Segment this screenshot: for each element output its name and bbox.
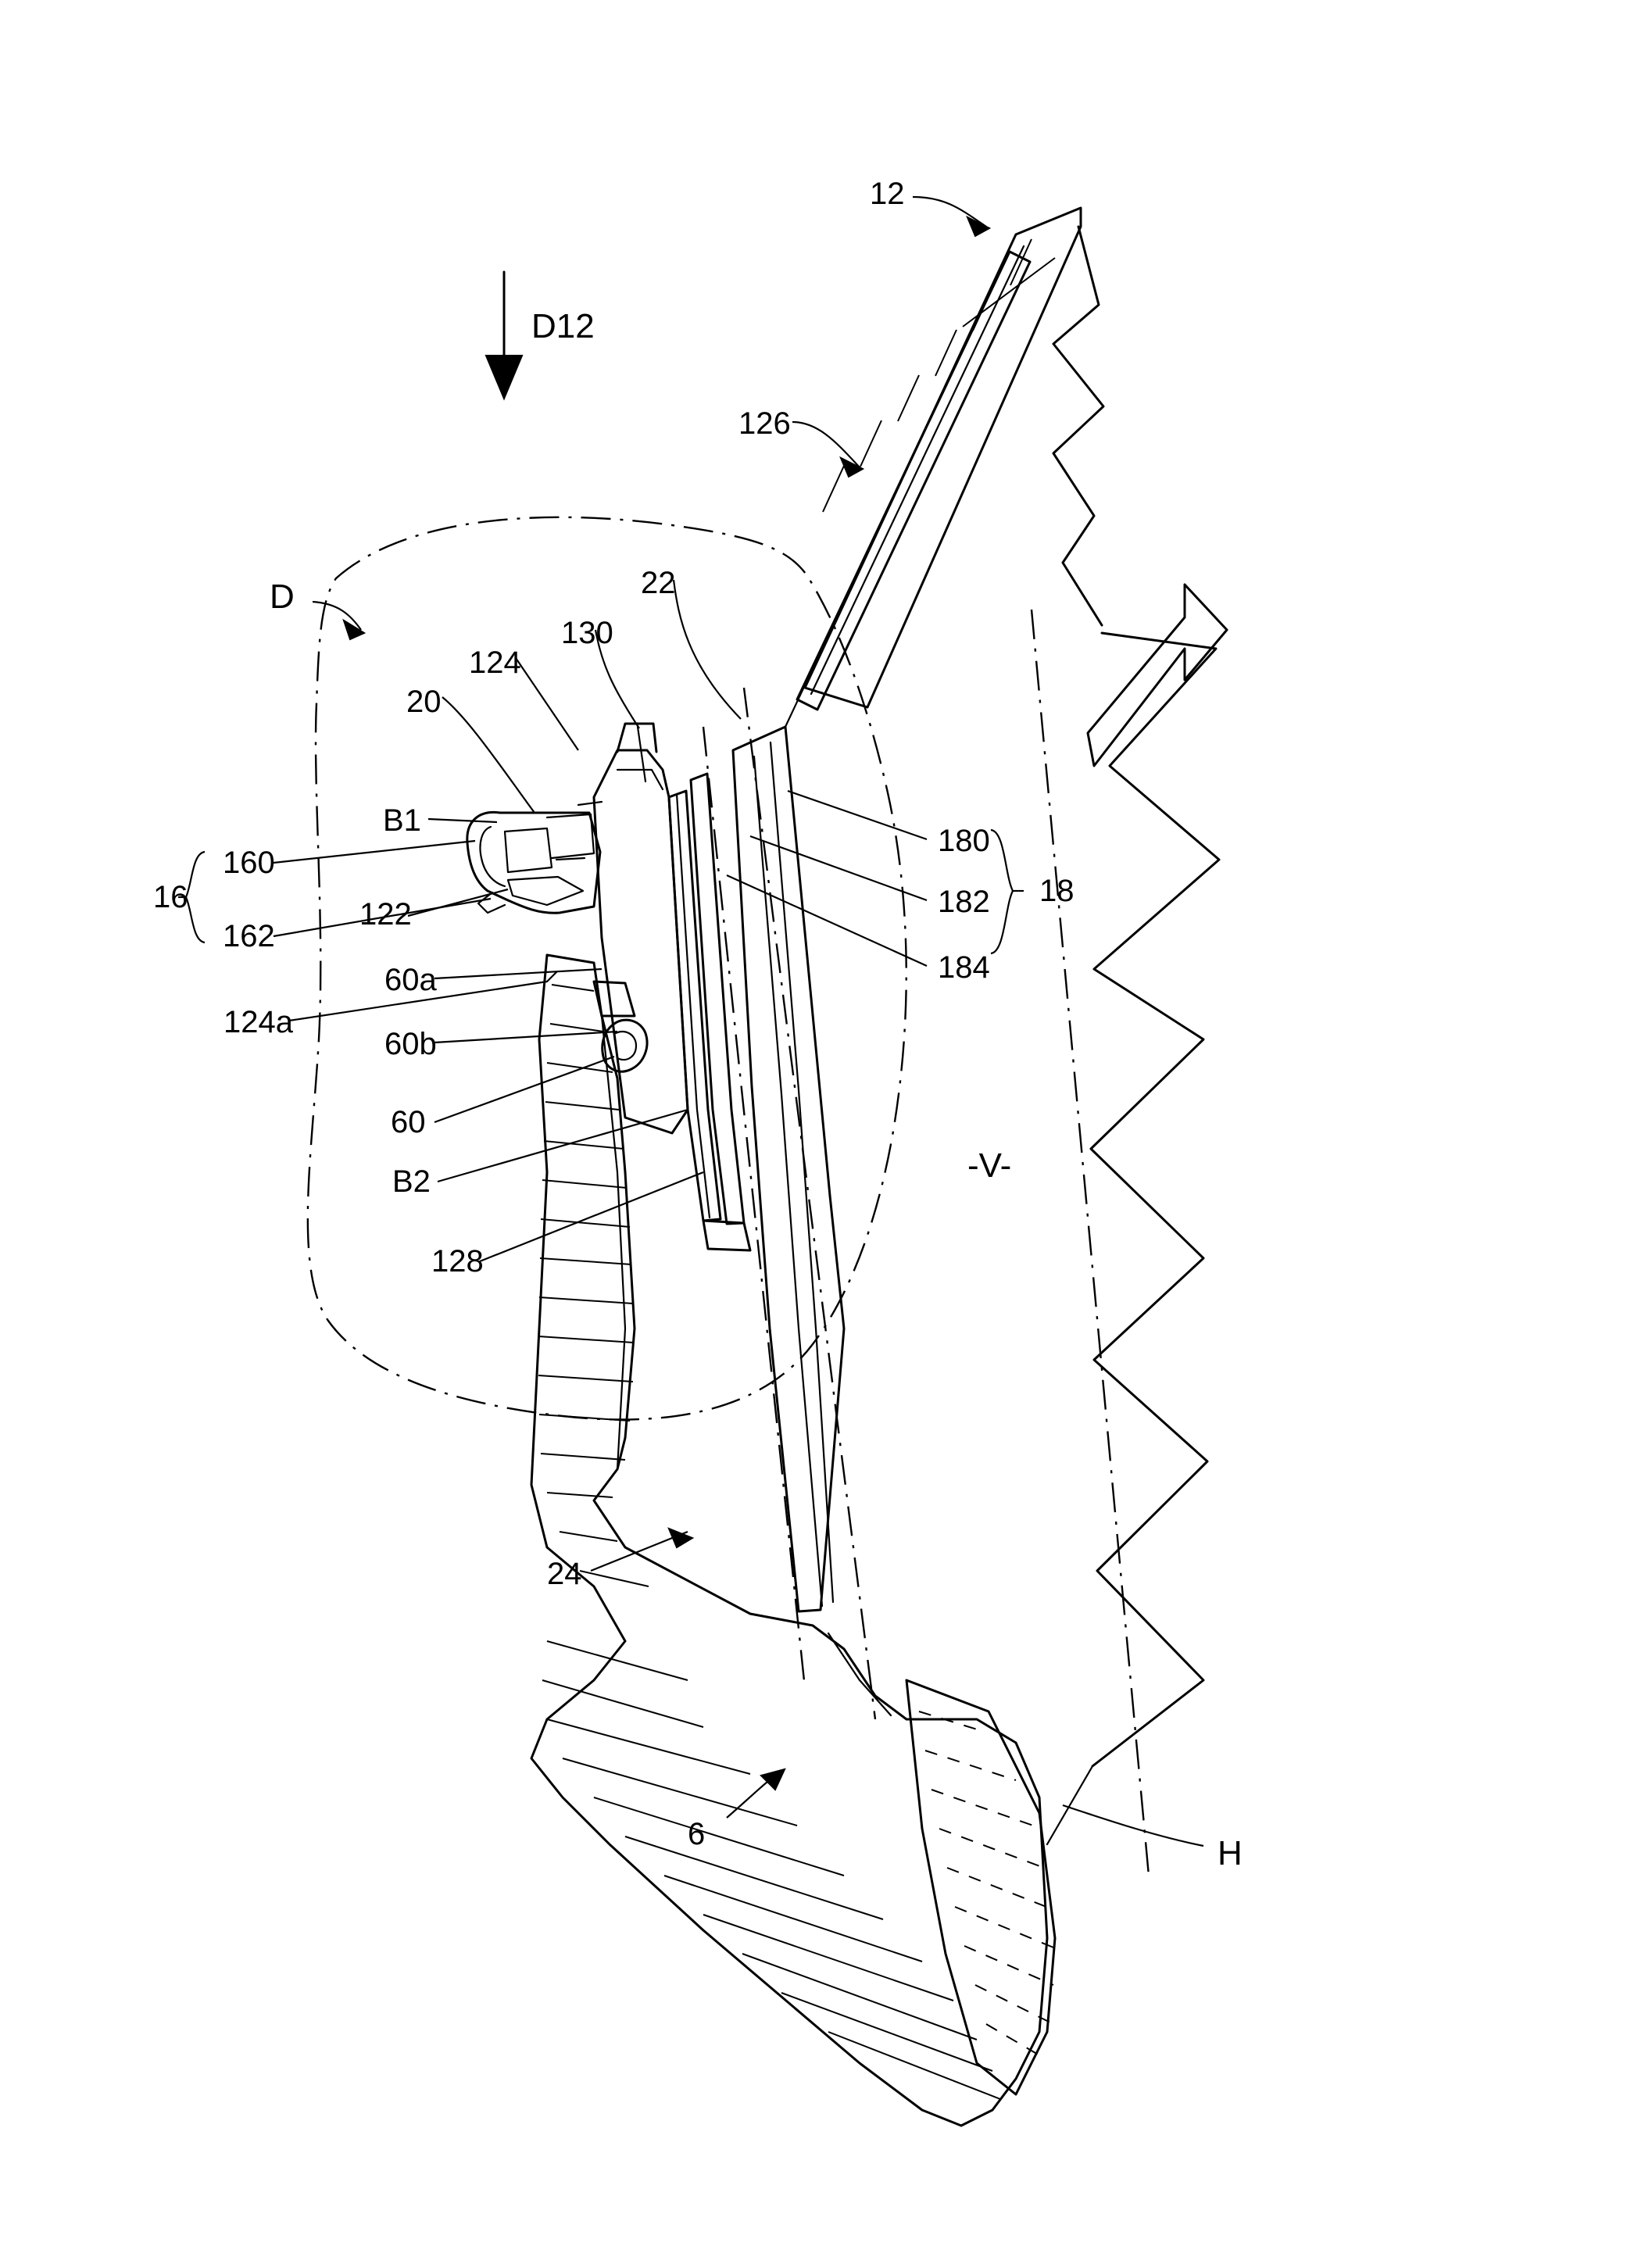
detail-line-124a xyxy=(547,972,556,982)
label-124a: 124a xyxy=(223,1005,293,1039)
label-12: 12 xyxy=(870,177,905,211)
label-182: 182 xyxy=(938,885,990,919)
label-16: 16 xyxy=(153,880,188,914)
axis-line-main xyxy=(744,688,875,1719)
label-122: 122 xyxy=(359,897,412,932)
break-line-lower xyxy=(1091,633,1219,1766)
axis-line-right xyxy=(1032,610,1149,1876)
label-160: 160 xyxy=(223,846,275,880)
label-60a: 60a xyxy=(384,963,437,997)
label-180: 180 xyxy=(938,824,990,858)
seal-assembly-16 xyxy=(467,802,602,913)
label-6: 6 xyxy=(688,1817,706,1851)
label-24: 24 xyxy=(547,1557,582,1591)
label-60: 60 xyxy=(391,1105,426,1139)
label-124: 124 xyxy=(469,646,521,680)
label-d: D xyxy=(270,578,295,616)
section-arrow xyxy=(1088,585,1227,766)
hatching-support xyxy=(538,985,1000,2099)
label-130: 130 xyxy=(561,616,613,650)
label-d12: D12 xyxy=(531,307,595,345)
support-body-24 xyxy=(531,955,1047,2126)
clip-60 xyxy=(594,982,647,1071)
label-b1: B1 xyxy=(383,803,421,838)
break-line-upper xyxy=(1053,227,1103,625)
hatching-sealant xyxy=(919,1711,1053,2055)
label-22: 22 xyxy=(641,566,676,600)
label-view-v: -V- xyxy=(967,1146,1012,1185)
brace-18 xyxy=(991,830,1024,953)
label-b2: B2 xyxy=(392,1164,431,1199)
label-18: 18 xyxy=(1039,874,1075,908)
label-128: 128 xyxy=(431,1244,484,1279)
label-126: 126 xyxy=(738,406,791,441)
label-162: 162 xyxy=(223,919,275,953)
glazing-stack-18 xyxy=(669,727,844,1611)
label-60b: 60b xyxy=(384,1027,437,1061)
label-184: 184 xyxy=(938,950,990,985)
sealant-region-H xyxy=(906,1680,1055,2094)
label-h: H xyxy=(1218,1834,1243,1872)
direction-arrow-d12 xyxy=(486,272,522,399)
panel-12 xyxy=(805,208,1081,707)
leader-arrowheads xyxy=(344,217,989,1790)
label-20: 20 xyxy=(406,685,442,719)
break-line-lower-inner xyxy=(1047,1766,1092,1844)
